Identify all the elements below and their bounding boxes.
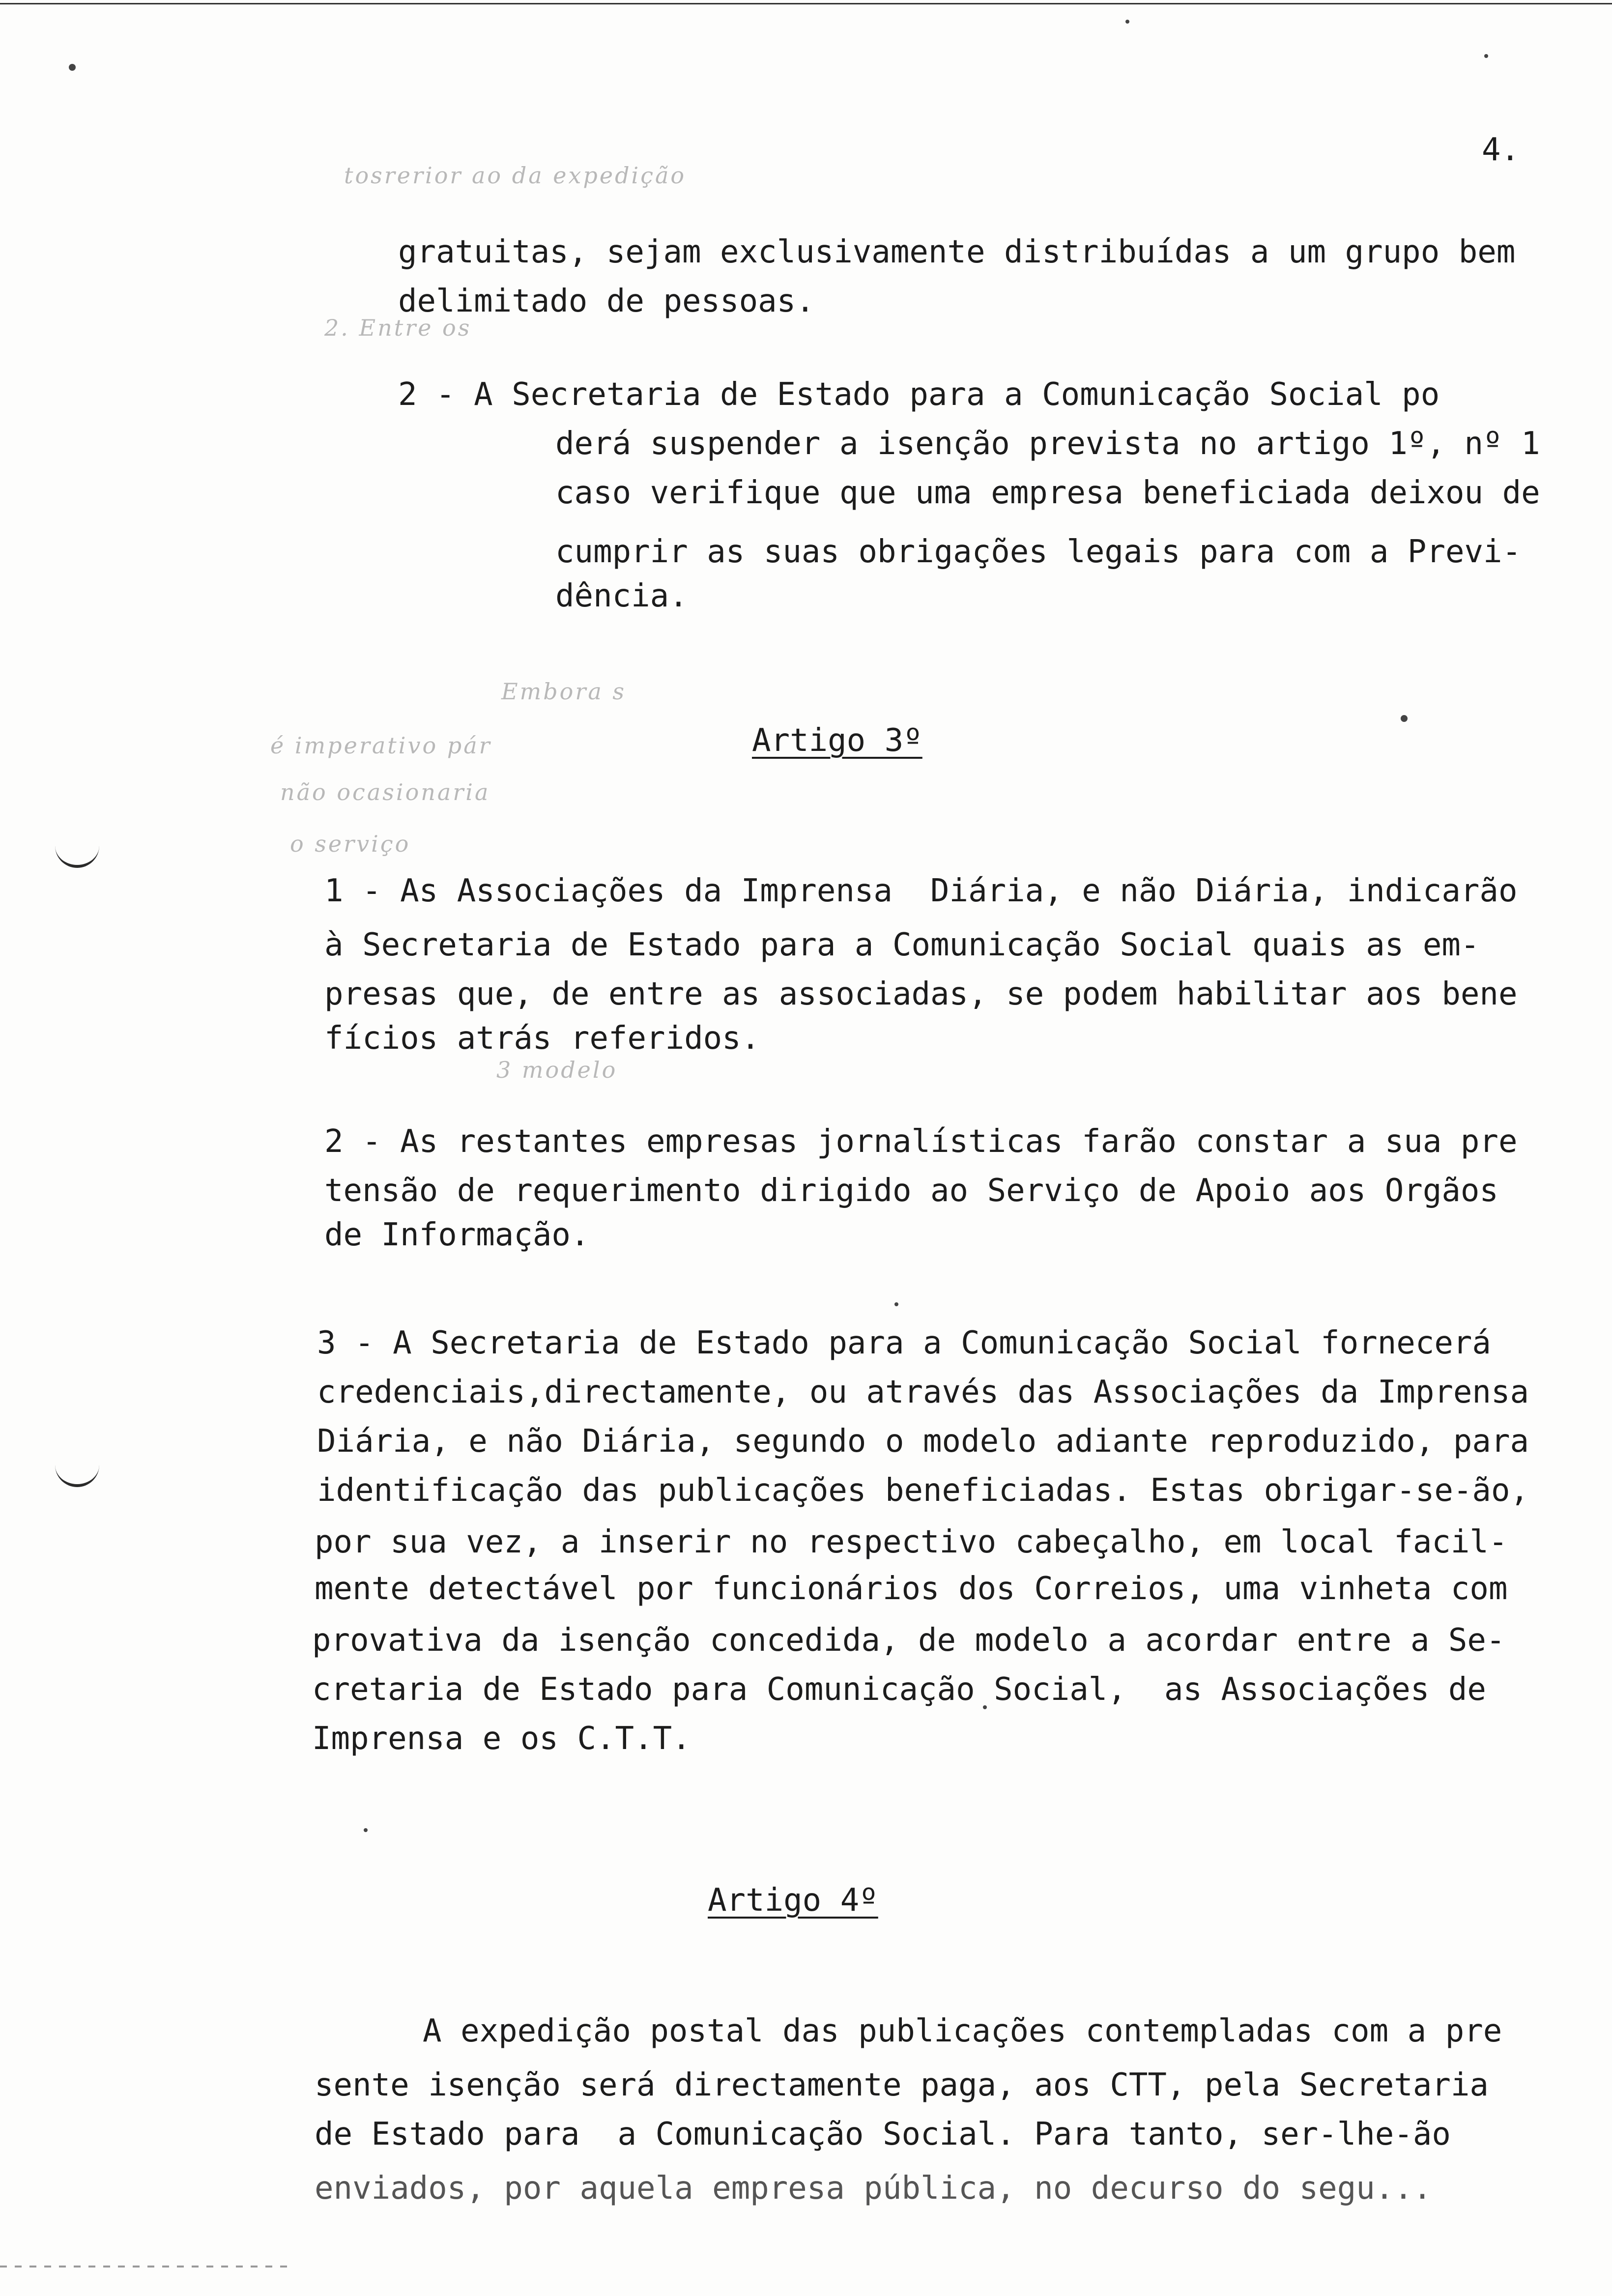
ghost-text: Embora s: [501, 678, 626, 705]
artigo4-p1-line: A expedição postal das publicações contempladas com a pre: [423, 2013, 1502, 2049]
artigo4-p1-line: sente isenção será directamente paga, aos CTT, pela Secretaria: [315, 2067, 1489, 2103]
ghost-text: tosrerior ao da expedição: [344, 162, 687, 189]
artigo3-p2-line: 2 - As restantes empresas jornalísticas farão constar a sua pre: [324, 1123, 1518, 1160]
artigo4-p1-line: de Estado para a Comunicação Social. Para tanto, ser-lhe-ão: [315, 2116, 1451, 2152]
speck: [69, 64, 76, 71]
artigo3-heading: Artigo 3º: [752, 722, 922, 759]
speck: [1484, 54, 1488, 58]
item2-line: dência.: [555, 578, 688, 614]
artigo3-p3-line: provativa da isenção concedida, de modelo a acordar entre a Se-: [312, 1622, 1505, 1659]
artigo3-p3-line: identificação das publicações beneficiadas. Estas obrigar-se-ão,: [317, 1472, 1529, 1509]
ghost-text: 3 modelo: [496, 1057, 618, 1083]
artigo3-p2-line: de Informação.: [324, 1217, 590, 1253]
artigo3-p3-line: 3 - A Secretaria de Estado para a Comunicação Social fornecerá: [317, 1325, 1491, 1361]
artigo3-p3-line: mente detectável por funcionários dos Correios, uma vinheta com: [315, 1571, 1508, 1607]
ghost-text: 2. Entre os: [324, 315, 472, 341]
punch-hole-bottom: [55, 1462, 99, 1487]
punch-hole-top: [55, 843, 99, 868]
artigo3-p3-line: por sua vez, a inserir no respectivo cabeçalho, em local facil-: [315, 1524, 1508, 1560]
speck: [894, 1302, 898, 1306]
artigo4-p1-line: enviados, por aquela empresa pública, no decurso do segu...: [315, 2170, 1432, 2207]
page-number: 4.: [1482, 132, 1520, 168]
item2-line: caso verifique que uma empresa beneficiada deixou de: [555, 475, 1540, 511]
ghost-text: o serviço: [290, 831, 411, 857]
artigo3-p3-line: Imprensa e os C.T.T.: [312, 1721, 691, 1757]
artigo3-p1-line: fícios atrás referidos.: [324, 1020, 760, 1057]
item2-line: cumprir as suas obrigações legais para com a Previ-: [555, 534, 1522, 570]
ghost-text: não ocasionaria: [280, 779, 490, 805]
top-border-line: [0, 3, 1612, 4]
scan-noise: [0, 2266, 295, 2267]
item2-line: 2 - A Secretaria de Estado para a Comunicação Social po: [398, 376, 1440, 413]
artigo3-p1-line: à Secretaria de Estado para a Comunicação Social quais as em-: [324, 927, 1480, 963]
artigo3-p3-line: Diária, e não Diária, segundo o modelo adiante reproduzido, para: [317, 1423, 1529, 1460]
artigo3-p1-line: presas que, de entre as associadas, se podem habilitar aos bene: [324, 976, 1518, 1012]
intro-line: gratuitas, sejam exclusivamente distribuídas a um grupo bem: [398, 234, 1516, 270]
artigo3-p1-line: 1 - As Associações da Imprensa Diária, e não Diária, indicarão: [324, 873, 1518, 909]
item2-line: derá suspender a isenção prevista no artigo 1º, nº 1: [555, 426, 1540, 462]
speck: [1125, 20, 1129, 24]
artigo3-p2-line: tensão de requerimento dirigido ao Serviço de Apoio aos Orgãos: [324, 1173, 1498, 1209]
ghost-text: é imperativo pár: [270, 732, 492, 759]
artigo4-heading: Artigo 4º: [708, 1882, 878, 1919]
intro-line: delimitado de pessoas.: [398, 283, 815, 319]
speck: [364, 1828, 368, 1832]
speck: [1401, 715, 1408, 722]
artigo3-p3-line: credenciais,directamente, ou através das Associações da Imprensa: [317, 1374, 1529, 1410]
artigo3-p3-line: cretaria de Estado para Comunicação Social, as Associações de: [312, 1671, 1486, 1708]
